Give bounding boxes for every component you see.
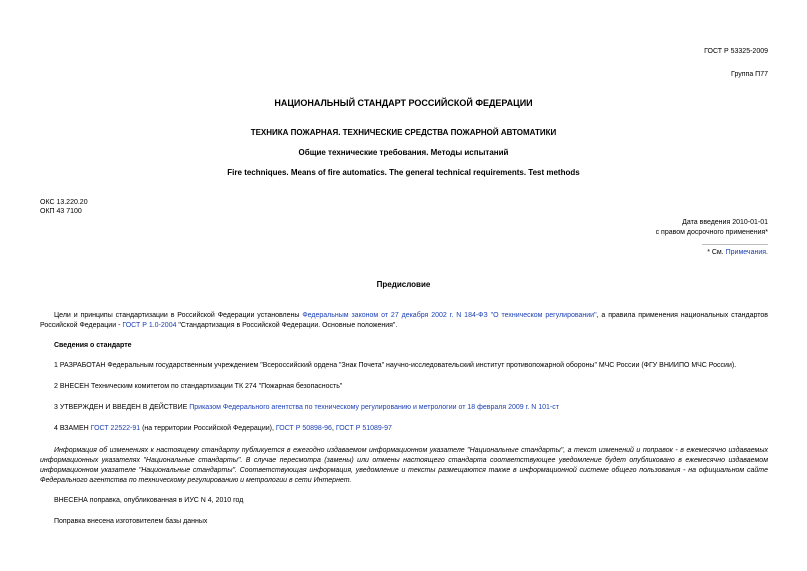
item-replaces [54, 425, 392, 432]
preface-heading: Предисловие [376, 280, 431, 289]
footnote [707, 249, 768, 256]
item-approved [54, 404, 559, 411]
footnote-prefix: * См. [707, 249, 726, 256]
gost-r-1-0-link[interactable]: ГОСТ Р 1.0-2004 [122, 322, 177, 329]
gost-r-51089-link[interactable]: ГОСТ Р 51089-97 [335, 425, 392, 432]
preface-text-c: "Стандартизация в Российской Федерации. Основные положения". [176, 322, 398, 329]
gost-r-50898-link[interactable]: ГОСТ Р 50898-96 [275, 425, 332, 432]
amendment-note: ВНЕСЕНА поправка, опубликованная в ИУС N 4, 2010 год [54, 497, 244, 504]
item-submitted-by: 2 ВНЕСЕН Техническим комитетом по стандартизации ТК 274 "Пожарная безопасность" [54, 383, 343, 390]
item-replaces-separator: , [331, 425, 336, 432]
item-replaces-text: 4 ВЗАМЕН [54, 425, 91, 432]
preface-text-b: , а правила применения национальных стандартов Российской Федерации - [40, 312, 768, 329]
item-developed-by: 1 РАЗРАБОТАН Федеральным государственным учреждением "Всероссийский ордена "Знак Почета" научно-исследовательский институт противопожарной обороны" МЧС России (ФГУ ВНИИПО МЧС России). [54, 362, 737, 369]
document-number: ГОСТ Р 53325-2009 [704, 48, 768, 55]
gost-22522-link[interactable]: ГОСТ 22522-91 [90, 425, 141, 432]
preface-text-a: Цели и принципы стандартизации в Российской Федерации установлены [54, 312, 303, 319]
preface-paragraph [40, 311, 768, 331]
subtitle: Общие технические требования. Методы испытаний [298, 148, 509, 157]
document-group: Группа П77 [731, 71, 768, 78]
standard-info-heading: Сведения о стандарте [54, 342, 132, 349]
main-title: ТЕХНИКА ПОЖАРНАЯ. ТЕХНИЧЕСКИЕ СРЕДСТВА ПОЖАРНОЙ АВТОМАТИКИ [250, 128, 557, 137]
footnote-suffix: . [766, 249, 768, 256]
english-title: Fire techniques. Means of fire automatics. The general technical requirements. Test methods [227, 168, 580, 177]
footnote-divider [702, 244, 768, 245]
item-replaces-territory: (на территории Российской Федерации), [140, 425, 276, 432]
intro-date: Дата введения 2010-01-01 [682, 219, 768, 226]
oks-code: ОКС 13.220.20 [40, 199, 88, 206]
federal-law-link[interactable]: Федеральным законом от 27 декабря 2002 г. N 184-ФЗ "О техническом регулировании" [302, 312, 597, 319]
okp-code: ОКП 43 7100 [40, 208, 82, 215]
early-application-note: с правом досрочного применения* [655, 229, 768, 236]
notes-link[interactable]: Примечания [725, 249, 767, 256]
item-approved-text: 3 УТВЕРЖДЕН И ВВЕДЕН В ДЕЙСТВИЕ [54, 404, 190, 411]
amendment-applied-note: Поправка внесена изготовителем базы данных [54, 518, 208, 525]
national-standard-title: НАЦИОНАЛЬНЫЙ СТАНДАРТ РОССИЙСКОЙ ФЕДЕРАЦИИ [274, 98, 533, 108]
order-link[interactable]: Приказом Федерального агентства по техническому регулированию и метрологии от 18 февраля 2009 г. N 101-ст [189, 404, 559, 411]
change-info-notice: Информация об изменениях к настоящему стандарту публикуется в ежегодно издаваемом информационном указателе "Национальные стандарты", а текст изменений и поправок - в ежемесячно издаваемых информационных указателях "Национальные стандарты". В случае пересмотра (замены) или отмены настоящего стандарта соответствующее уведомление будет опубликовано в ежемесячно издаваемом информационном указателе "Национальные стандарты". Соответствующая информация, уведомление и тексты размещаются также в информационной системе общего пользования - на официальном сайте Федерального агентства по техническому регулированию и метрологии в сети Интернет. [40, 447, 768, 484]
